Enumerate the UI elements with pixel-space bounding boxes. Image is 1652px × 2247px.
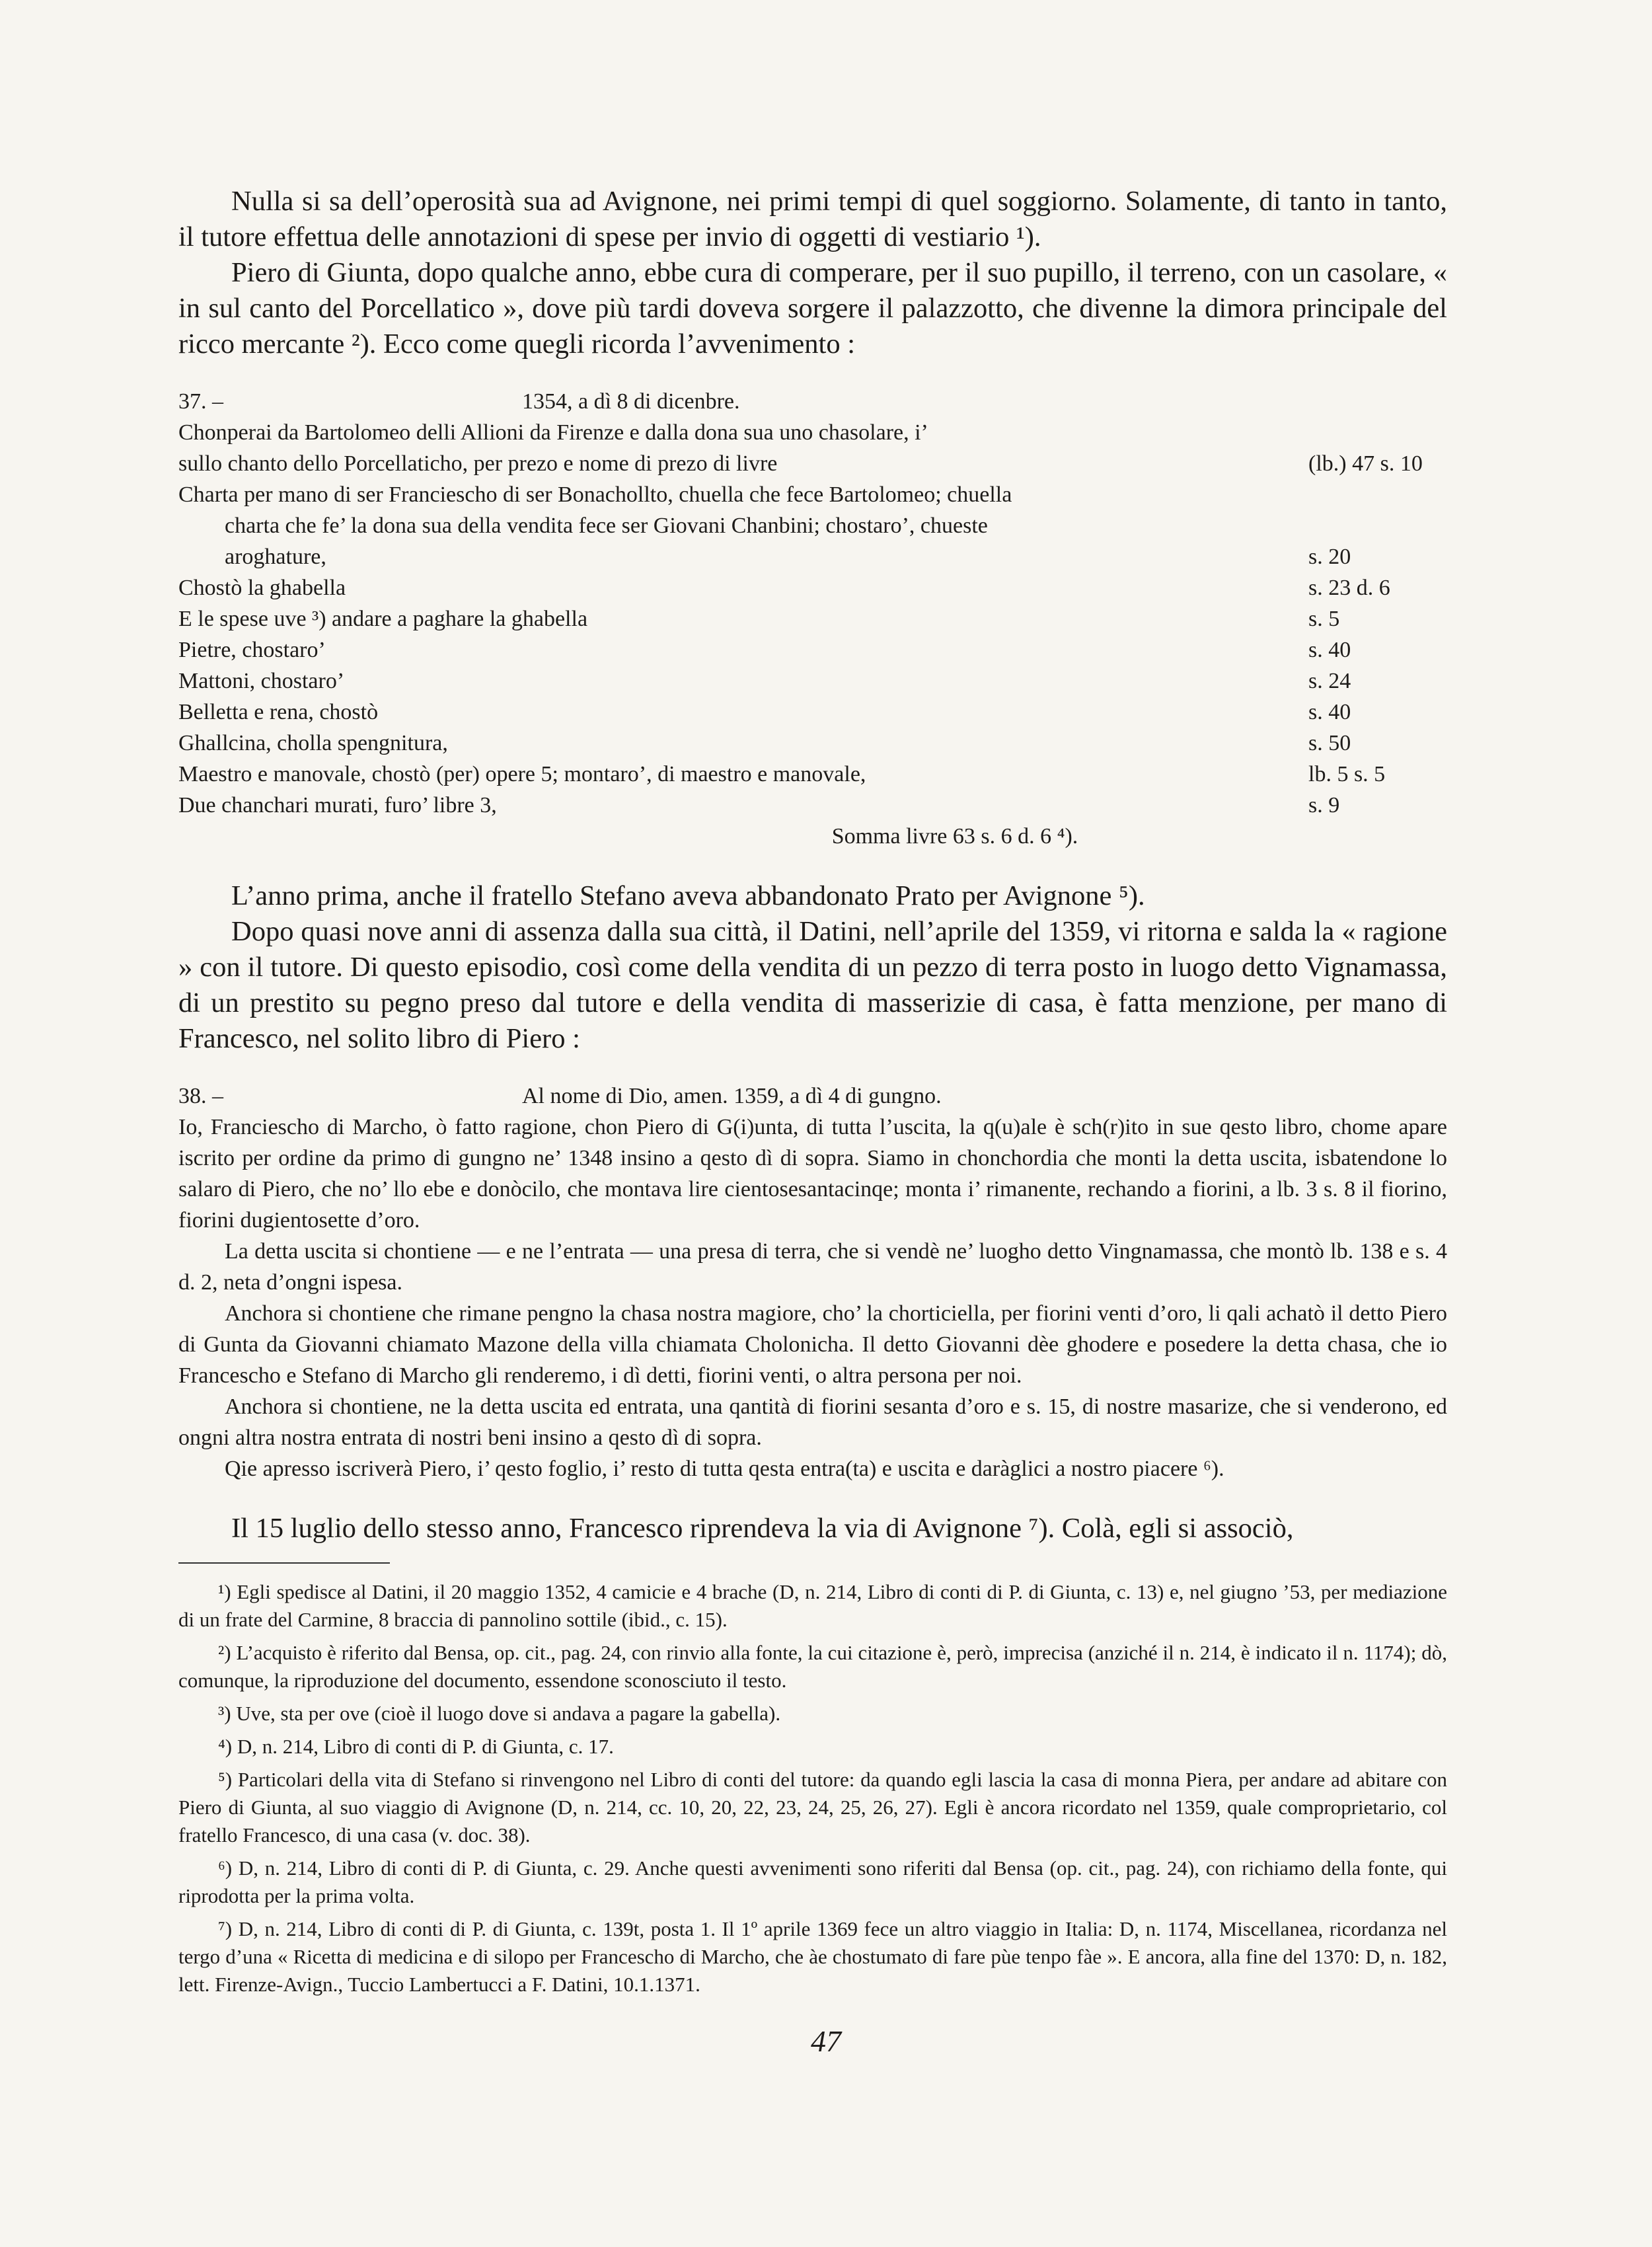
doc37-line: Maestro e manovale, chostò (per) opere 5; montaro’, di maestro e manovale, lb. 5 s. 5 bbox=[178, 762, 1386, 786]
doc37-total: Somma livre 63 s. 6 d. 6 ⁴). bbox=[831, 824, 1078, 849]
doc37-line: Due chanchari murati, furo’ libre 3, s. 9 bbox=[178, 793, 1340, 818]
doc38-paragraph-3: Anchora si chontiene che rimane pengno la chasa nostra magiore, cho’ la chorticiella, per fiorini venti d’oro, li qali achatò il detto Piero di Gunta da Giovanni chiamato Mazone della villa chiamata Cholonicha. Il detto Giovanni dèe ghodere e posedere la detta chasa, che io Francescho e Stefano di Marcho gli renderemo, i dì detti, fiorini venti, o altra persona per noi. bbox=[178, 1301, 1447, 1388]
paragraph-5: Il 15 luglio dello stesso anno, Francesco riprendeva la via di Avignone ⁷). Colà, egli si associò, bbox=[231, 1513, 1294, 1544]
footnote-3: ³) Uve, sta per ove (cioè il luogo dove si andava a pagare la gabella). bbox=[218, 1702, 781, 1725]
doc37-line: Ghallcina, cholla spengnitura, s. 50 bbox=[178, 731, 1351, 755]
doc38-paragraph-1: Io, Franciescho di Marcho, ò fatto ragione, chon Piero di G(i)unta, di tutta l’uscita, la q(u)ale è sch(r)ito in sue qesto libro, chome apare iscrito per ordine da primo di gungno ne’ 1348 insino a qesto dì di sopra. Siamo in chonchordia che monti la detta uscita, isbatendone lo salaro di Piero, che no’ llo ebe e donòcilo, che montava lire cientosesantacinqe; monta i’ rimanente, rechando a fiorini, a lb. 3 s. 8 il fiorino, fiorini dugientosette d’oro. bbox=[178, 1115, 1447, 1233]
document-37 bbox=[178, 386, 1447, 852]
footnotes bbox=[178, 1578, 1447, 1999]
paragraph-2: Piero di Giunta, dopo qualche anno, ebbe cura di comperare, per il suo pupillo, il terreno, con un casolare, « in sul canto del Porcellatico », dove più tardi doveva sorgere il palazzotto, che divenne la dimora principale del ricco mercante ²). Ecco come quegli ricorda l’avvenimento : bbox=[178, 257, 1447, 360]
footnote-2: ²) L’acquisto è riferito dal Bensa, op. cit., pag. 24, con rinvio alla fonte, la cui citazione è, però, imprecisa (anziché il n. 214, è indicato il n. 1174); dò, comunque, la riproduzione del documento, essendone sconosciuto il testo. bbox=[178, 1641, 1447, 1692]
doc38-date: Al nome di Dio, amen. 1359, a dì 4 di gungno. bbox=[522, 1084, 942, 1108]
paragraph-4: Dopo quasi nove anni di assenza dalla sua città, il Datini, nell’aprile del 1359, vi ritorna e salda la « ragione » con il tutore. Di questo episodio, così come della vendita di un pezzo di terra posto in luogo detto Vignamassa, di un prestito su pegno preso dal tutore e della vendita di masserizie di casa, è fatta menzione, per mano di Francesco, nel solito libro di Piero : bbox=[178, 916, 1447, 1054]
doc37-line: charta che fe’ la dona sua della vendita fece ser Giovani Chanbini; chostaro’, chueste bbox=[225, 514, 988, 538]
footnote-rule bbox=[178, 1562, 390, 1564]
doc38-paragraph-2: La detta uscita si chontiene — e ne l’entrata — una presa di terra, che si vendè ne’ luogho detto Vingnamassa, che montò lb. 138 e s. 4 d. 2, neta d’ongni ispesa. bbox=[178, 1239, 1447, 1295]
doc38-header bbox=[178, 1081, 1447, 1112]
doc37-date: 1354, a dì 8 di dicenbre. bbox=[522, 389, 740, 414]
doc37-number: 37. – bbox=[178, 389, 223, 414]
paragraph-3: L’anno prima, anche il fratello Stefano aveva abbandonato Prato per Avignone ⁵). bbox=[231, 880, 1145, 911]
doc37-line: Pietre, chostaro’ s. 40 bbox=[178, 638, 1351, 662]
doc37-line: Belletta e rena, chostò s. 40 bbox=[178, 700, 1351, 724]
footnote-1: ¹) Egli spedisce al Datini, il 20 maggio 1352, 4 camicie e 4 brache (D, n. 214, Libro di conti di P. di Giunta, c. 13) e, nel giugno ’53, per mediazione di un frate del Carmine, 8 braccia di pannolino sottile (ibid., c. 15). bbox=[178, 1580, 1447, 1631]
footnote-7: ⁷) D, n. 214, Libro di conti di P. di Giunta, c. 139t, posta 1. Il 1º aprile 1369 fece un altro viaggio in Italia: D, n. 1174, Miscellanea, ricordanza nel tergo d’una « Ricetta di medicina e di silopo per Franceschо di Marcho, che àe chostumato di fare pùe tenpo fàe ». E ancora, alla fine del 1370: D, n. 182, lett. Firenze-Avign., Tuccio Lambertucci a F. Datini, 10.1.1371. bbox=[178, 1917, 1447, 1996]
doc38-paragraph-5: Qie apresso iscriverà Piero, i’ qesto foglio, i’ resto di tutta qesta entra(ta) e uscita e daràglici a nostro piacere ⁶). bbox=[225, 1457, 1224, 1481]
doc37-line: Chonperai da Bartolomeo delli Allioni da Firenze e dalla dona sua uno chasolare, i’ bbox=[178, 420, 928, 445]
paragraph-1: Nulla si sa dell’operosità sua ad Avignone, nei primi tempi di quel soggiorno. Solamente, di tanto in tanto, il tutore effettua delle annotazioni di spese per invio di oggetti di vestiario ¹). bbox=[178, 186, 1447, 252]
footnote-5: ⁵) Particolari della vita di Stefano si rinvengono nel Libro di conti del tutore: da quando egli lascia la casa di monna Piera, per andare ad abitare con Piero di Giunta, al suo viaggio di Avignone (D, n. 214, cc. 10, 20, 22, 23, 24, 25, 26, 27). Egli è ancora ricordato nel 1359, quale comproprietario, col fratello Francesco, di una casa (v. doc. 38). bbox=[178, 1768, 1447, 1847]
page-content bbox=[178, 184, 1447, 2004]
document-38 bbox=[178, 1081, 1447, 1484]
footnote-4: ⁴) D, n. 214, Libro di conti di P. di Giunta, c. 17. bbox=[218, 1735, 614, 1758]
doc37-line: aroghature, s. 20 bbox=[225, 545, 1351, 569]
doc38-number: 38. – bbox=[178, 1084, 223, 1108]
doc37-line: sullo chanto dello Porcellaticho, per prezo e nome di prezo di livre (lb.) 47 s. 10 bbox=[178, 451, 1423, 476]
doc37-header bbox=[178, 386, 1447, 417]
footnote-6: ⁶) D, n. 214, Libro di conti di P. di Giunta, c. 29. Anche questi avvenimenti sono riferiti dal Bensa (op. cit., pag. 24), con richiamo della fonte, qui riprodotta per la prima volta. bbox=[178, 1856, 1447, 1907]
doc37-line: Mattoni, chostaro’ s. 24 bbox=[178, 669, 1351, 693]
doc38-paragraph-4: Anchora si chontiene, ne la detta uscita ed entrata, una qantità di fiorini sesanta d’oro e s. 15, di nostre masarize, che si venderono, ed ongni altra nostra entrata di nostri beni insino a qesto dì di sopra. bbox=[178, 1394, 1447, 1450]
page-number: 47 bbox=[811, 2024, 841, 2058]
doc37-line: Chostò la ghabella s. 23 d. 6 bbox=[178, 576, 1390, 600]
doc37-line: Charta per mano di ser Franciescho di ser Bonachollto, chuella che fece Bartolomeo; chuella bbox=[178, 482, 1012, 507]
doc37-line: E le spese uve ³) andare a paghare la ghabella s. 5 bbox=[178, 607, 1340, 631]
